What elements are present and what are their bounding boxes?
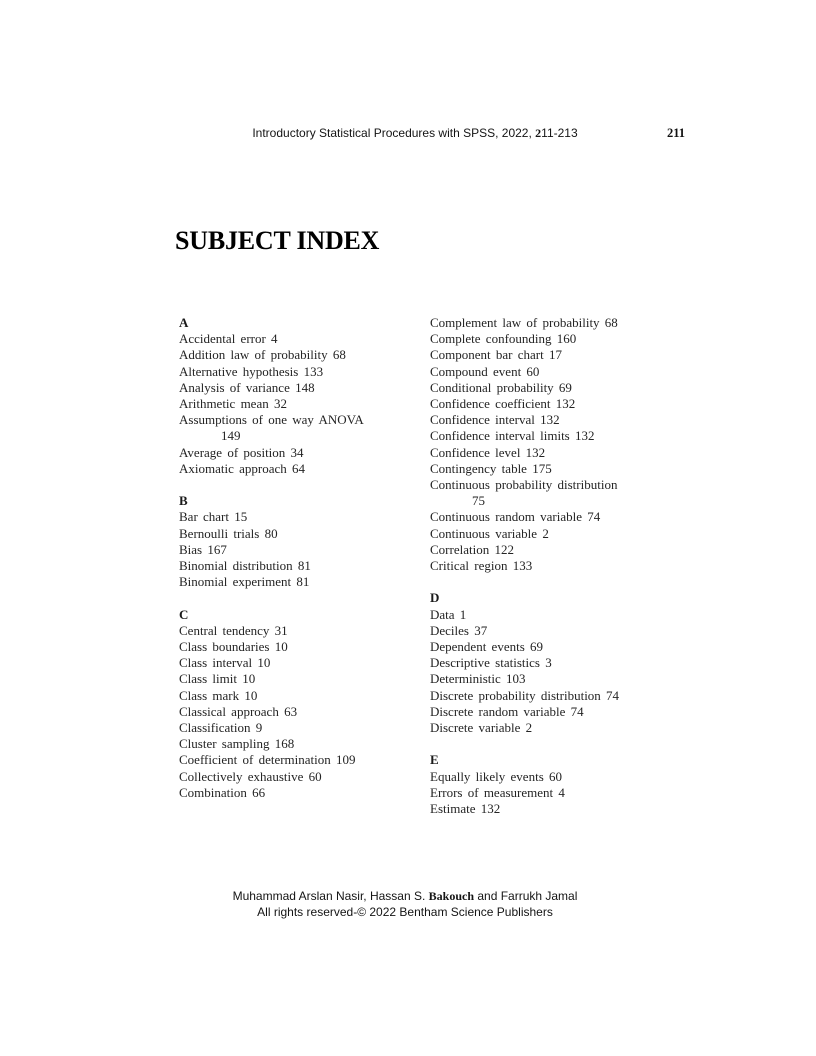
running-title: Introductory Statistical Procedures with SPSS, 2022, [252,126,536,140]
index-entry: Bernoulli trials 80 [179,525,278,541]
page-range-bold: 2 [535,126,542,140]
index-entry: Estimate 132 [430,801,501,817]
index-entry: Continuous variable 2 [430,525,549,541]
index-entry: Coefficient of determination 109 [179,752,356,768]
index-entry: Binomial distribution 81 [179,558,311,574]
index-entry: Collectively exhaustive 60 [179,768,322,784]
index-entry: Descriptive statistics 3 [430,655,552,671]
index-entry: Class interval 10 [179,655,271,671]
index-entry: Binomial experiment 81 [179,574,310,590]
index-entry: Arithmetic mean 32 [179,396,287,412]
index-entry: Central tendency 31 [179,622,288,638]
index-entry: Deterministic 103 [430,671,526,687]
index-group [430,752,692,817]
page-number: 211 [666,126,685,140]
page-title: SUBJECT INDEX [175,226,380,255]
index-group [430,315,692,574]
index-column-right [430,315,692,817]
index-group [430,590,692,736]
index-entry: Correlation 122 [430,541,514,557]
index-entry-term: Assumptions of one way ANOVA [179,412,364,428]
index-entry: Axiomatic approach 64 [179,460,306,476]
index-entry: Bias 167 [179,541,227,557]
index-letter: A [179,315,189,330]
index-entry: Equally likely events 60 [430,768,563,784]
index-entry: Alternative hypothesis 133 [179,363,324,379]
index-entry: Average of position 34 [179,444,304,460]
index-entry: Discrete variable 2 [430,720,533,736]
index-entry: Confidence interval 132 [430,412,560,428]
running-header [175,126,655,141]
index-entry: Class mark 10 [179,687,258,703]
index-entry: Cluster sampling 168 [179,736,295,752]
index-entry: Analysis of variance 148 [179,379,315,395]
index-entry: Critical region 133 [430,558,533,574]
index-entry: Data 1 [430,606,467,622]
index-entry: Discrete random variable 74 [430,703,584,719]
index-entry: Contingency table 175 [430,460,552,476]
index-entry: Conditional probability 69 [430,379,572,395]
index-entry: Continuous random variable 74 [430,509,601,525]
index-entry [430,477,692,509]
index-entry: Complete confounding 160 [430,331,577,347]
index-group [179,607,429,801]
page-footer [0,888,810,920]
index-entry: Errors of measurement 4 [430,784,565,800]
index-letter: E [430,752,439,768]
index-group [179,493,429,590]
index-entry-page: 149 [221,428,241,444]
index-entry: Classical approach 63 [179,703,298,719]
index-entry: Dependent events 69 [430,639,544,655]
index-group [179,315,429,477]
index-column-left [179,315,429,801]
index-entry: Class boundaries 10 [179,639,288,655]
footer-authors-prefix: Muhammad Arslan Nasir, Hassan S. [232,889,429,903]
index-entry-term: Continuous probability distribution [430,477,618,493]
footer-authors-suffix: and Farrukh Jamal [474,889,578,903]
footer-copyright: All rights reserved-© 2022 Bentham Science Publishers [257,905,553,919]
index-entry: Addition law of probability 68 [179,347,346,363]
index-entry: Confidence coefficient 132 [430,396,576,412]
index-entry: Combination 66 [179,784,266,800]
index-entry: Complement law of probability 68 [430,315,618,330]
index-letter: C [179,606,189,622]
index-letter: D [430,590,440,606]
index-entry-page: 75 [472,493,485,509]
index-entry: Deciles 37 [430,622,488,638]
index-entry: Bar chart 15 [179,509,248,525]
index-entry: Confidence level 132 [430,444,546,460]
index-entry: Accidental error 4 [179,331,278,347]
index-entry: Component bar chart 17 [430,347,562,363]
page-range-rest: 11-213 [541,126,578,140]
index-letter: B [179,493,188,509]
index-entry: Classification 9 [179,720,263,736]
footer-authors [0,888,810,904]
index-entry: Class limit 10 [179,671,256,687]
footer-authors-bold: Bakouch [428,889,475,903]
index-entry: Confidence interval limits 132 [430,428,595,444]
index-entry: Compound event 60 [430,363,540,379]
index-entry [179,412,429,444]
index-entry: Discrete probability distribution 74 [430,687,620,703]
